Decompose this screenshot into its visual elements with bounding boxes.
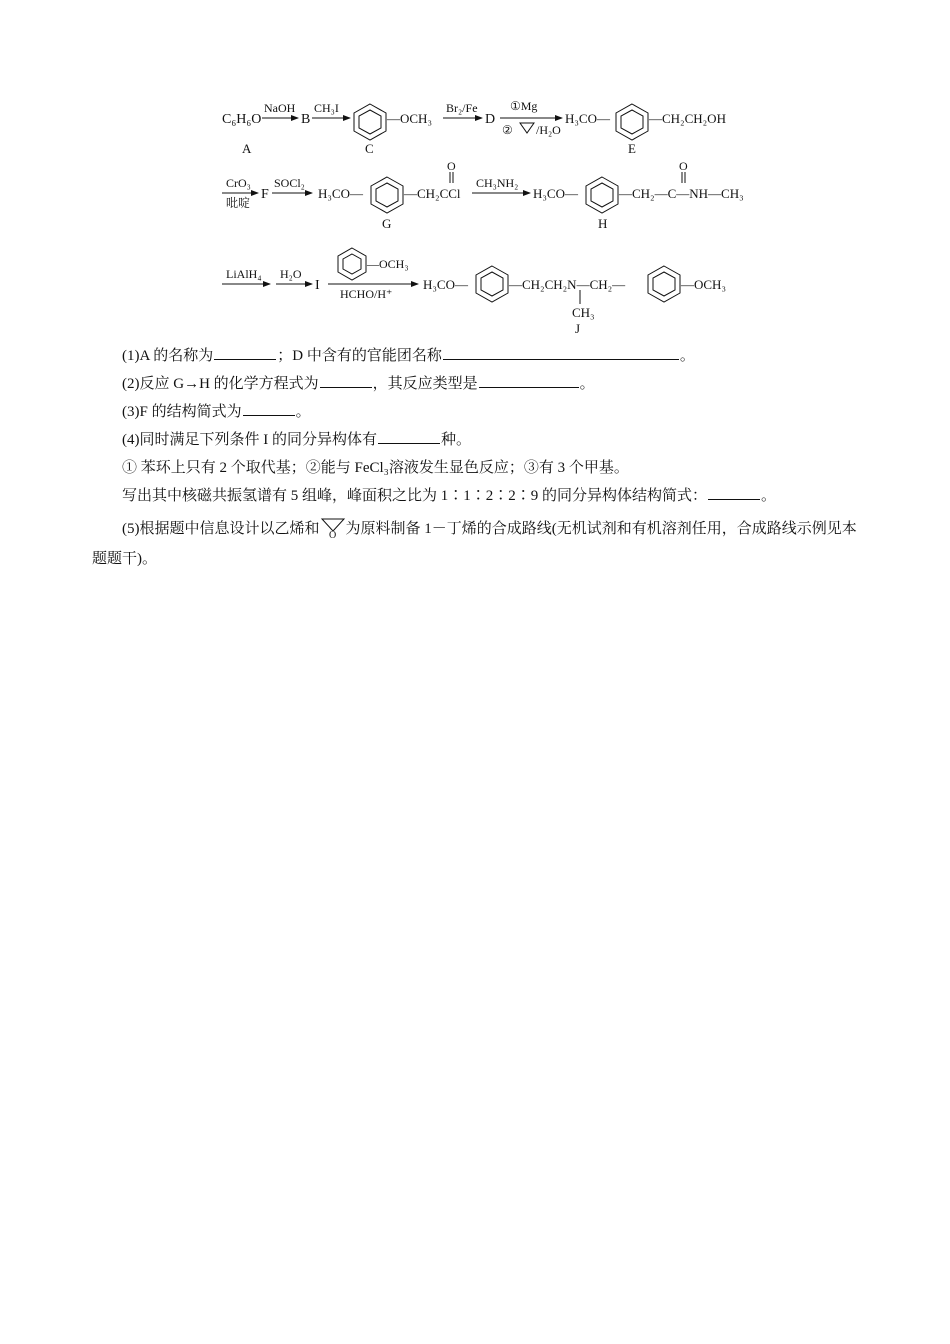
- question-5: (5)根据题中信息设计以乙烯和 O 为原料制备 1－丁烯的合成路线(无机试剂和有机溶剂任用，合成路线示例见本题题干)。: [92, 514, 864, 574]
- label-C: C: [365, 141, 374, 156]
- reagent-hcho: HCHO/H⁺: [340, 287, 393, 301]
- compound-I: I: [315, 278, 320, 293]
- synthesis-scheme: [0, 0, 950, 340]
- reagent-socl2: SOCl₂: [274, 176, 305, 190]
- answer-blank[interactable]: [479, 371, 579, 388]
- compound-D: D: [485, 112, 496, 127]
- reagent-pyridine: 吡啶: [226, 196, 251, 210]
- question-4-conditions: ① 苯环上只有 2 个取代基；②能与 FeCl₃溶液发生显色反应；③有 3 个甲基。: [122, 460, 629, 476]
- epoxide-icon: [320, 517, 346, 539]
- G-acyl: —CH₂CCl: [404, 186, 461, 201]
- question-4-nmr: 写出其中核磁共振氢谱有 5 组峰，峰面积之比为 1∶1∶2∶2∶9 的同分异构体结构简式： 。: [92, 482, 902, 510]
- H-h3co: H₃CO—: [533, 186, 578, 201]
- reagent-ch3i: CH₃I: [314, 101, 339, 115]
- label-J: J: [575, 321, 581, 336]
- compound-F: F: [261, 187, 269, 202]
- reagent-h2o: /H₂O: [536, 123, 561, 137]
- question-4: (4)同时满足下列条件 I 的同分异构体有 种。: [92, 426, 902, 454]
- answer-blank[interactable]: [243, 399, 295, 416]
- reagent-br2fe: Br₂/Fe: [446, 101, 478, 115]
- reagent-mg: ①Mg: [510, 99, 538, 113]
- J-och3: —OCH₃: [681, 277, 726, 292]
- label-G: G: [382, 216, 392, 231]
- answer-blank[interactable]: [443, 343, 679, 360]
- G-h3co: H₃CO—: [318, 186, 363, 201]
- label-H: H: [598, 216, 608, 231]
- J-h3co: H₃CO—: [423, 277, 468, 292]
- reagent-ch3nh2: CH₃NH₂: [476, 176, 519, 190]
- answer-blank[interactable]: [378, 427, 440, 444]
- reagent-step2: ②: [502, 123, 513, 137]
- E-h3co: H₃CO—: [565, 111, 610, 126]
- J-chain: —CH₂CH₂N—CH₂—: [509, 277, 626, 292]
- answer-blank[interactable]: [708, 483, 760, 500]
- label-E: E: [628, 141, 636, 156]
- question-2: (2)反应 G→H 的化学方程式为 ，其反应类型是 。: [92, 370, 902, 398]
- svg-text:O: O: [328, 530, 336, 539]
- epoxide-icon: [520, 123, 534, 133]
- compound-B: B: [301, 112, 311, 127]
- answer-blank[interactable]: [320, 371, 372, 388]
- formula-A: C₆H₆O: [222, 112, 262, 127]
- G-oxygen: O: [447, 159, 456, 173]
- label-A: A: [242, 141, 252, 156]
- E-ch2ch2oh: —CH₂CH₂OH: [649, 111, 726, 126]
- question-3: (3)F 的结构简式为 。: [92, 398, 902, 426]
- answer-blank[interactable]: [214, 343, 276, 360]
- H-oxygen: O: [679, 159, 688, 173]
- reagent-h2o-2: H₂O: [280, 267, 302, 281]
- question-1: (1)A 的名称为 ；D 中含有的官能团名称 。: [92, 342, 902, 370]
- C-och3: —OCH₃: [387, 111, 432, 126]
- H-amide: —CH₂—C—NH—CH₃: [619, 186, 744, 201]
- reagent-cro3: CrO₃: [226, 176, 251, 190]
- reagent-anisole-och3: —OCH₃: [367, 257, 409, 271]
- J-n-methyl: CH₃: [572, 305, 595, 320]
- reagent-lialh4: LiAlH₄: [226, 267, 262, 281]
- benzene-ring-reagent: [338, 248, 366, 280]
- reagent-naoh: NaOH: [264, 101, 296, 115]
